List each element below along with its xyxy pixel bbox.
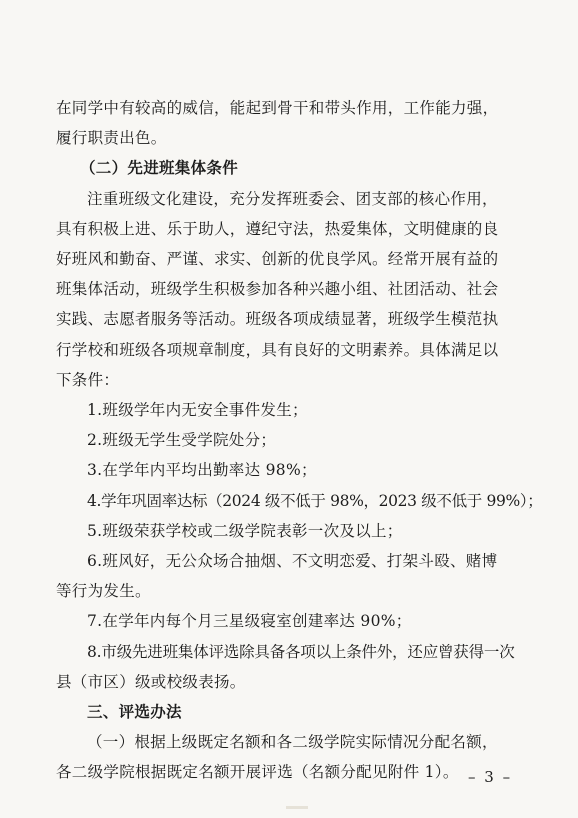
condition-item: 7.在学年内每个月三星级寝室创建率达 90%； [87,612,412,631]
paragraph-line: 各二级学院根据既定名额开展评选（名额分配见附件 1）。 [56,763,459,782]
paragraph-line: 在同学中有较高的威信，能起到骨干和带头作用，工作能力强， [56,99,499,117]
paragraph-line: （一）根据上级既定名额和各二级学院实际情况分配名额， [87,733,498,752]
paragraph-line: 具有积极上进、乐于助人，遵纪守法，热爱集体，文明健康的良 [56,219,499,238]
condition-item: 3.在学年内平均出勤率达 98%； [87,461,317,480]
condition-item: 4.学年巩固率达标（2024 级不低于 98%，2023 级不低于 99%）； [87,491,543,510]
condition-item: 6.班风好，无公众场合抽烟、不文明恋爱、打架斗殴、赌博 [87,552,498,571]
condition-item: 1.班级学年内无安全事件发生； [87,401,308,420]
condition-item: 5.班级荣获学校或二级学院表彰一次及以上； [87,521,403,540]
page-number: – 3 – [468,768,513,786]
section-heading-advanced-class: （二）先进班集体条件 [80,159,239,178]
paragraph-line: 注重班级文化建设，充分发挥班委会、团支部的核心作用， [87,189,498,208]
paragraph-line: 班集体活动，班级学生积极参加各种兴趣小组、社团活动、社会 [56,280,499,299]
scan-artifact [286,806,308,809]
section-heading-evaluation-method: 三、评选办法 [87,703,182,722]
paragraph-line: 行学校和班级各项规章制度，具有良好的文明素养。具体满足以 [56,340,499,359]
paragraph-line: 好班风和勤奋、严谨、求实、创新的优良学风。经常开展有益的 [56,250,499,269]
condition-item-continued: 等行为发生。 [56,582,151,601]
condition-item: 2.班级无学生受学院处分； [87,431,277,450]
document-body [56,93,543,788]
paragraph-line: 下条件： [56,370,120,389]
paragraph-line: 履行职责出色。 [56,129,167,148]
condition-item: 8.市级先进班集体评选除具备各项以上条件外，还应曾获得一次 [87,642,515,661]
condition-item-continued: 县（市区）级或校级表扬。 [56,672,246,691]
paragraph-line: 实践、志愿者服务等活动。班级各项成绩显著，班级学生模范执 [56,310,499,329]
